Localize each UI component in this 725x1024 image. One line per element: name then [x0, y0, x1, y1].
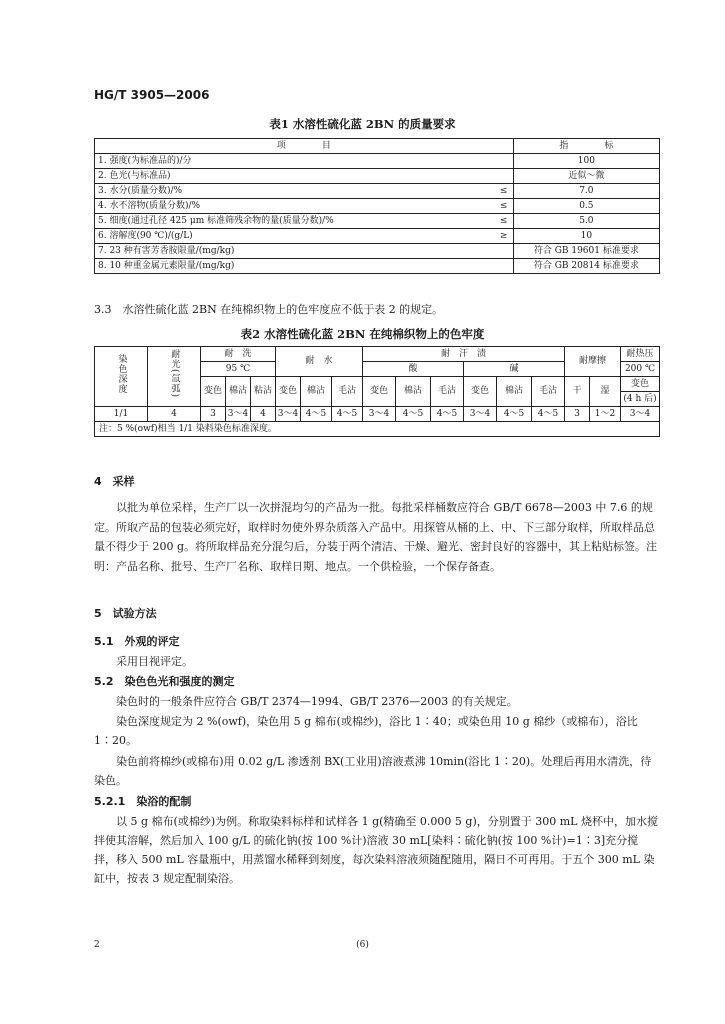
table-row — [95, 214, 660, 229]
row-sign: ≤ — [495, 214, 514, 229]
table-row — [95, 407, 660, 422]
row-value: 符合 GB 20814 标准要求 — [513, 259, 659, 274]
sub-cotton: 棉沾 — [497, 377, 532, 407]
header-wash-temp: 95 ℃ — [201, 362, 276, 377]
cell: 4～5 — [301, 407, 332, 422]
row-item: 4. 水不溶物(质量分数)/% — [95, 199, 495, 214]
cell: 3～4 — [464, 407, 497, 422]
cell: 4～5 — [396, 407, 431, 422]
header-wash: 耐 洗 — [201, 347, 276, 362]
row-value: 100 — [513, 154, 659, 169]
row-value: 10 — [513, 229, 659, 244]
row-sign — [495, 259, 514, 274]
row-item: 1. 强度(为标准品的)/分 — [95, 154, 495, 169]
sub-change: 变色 — [201, 377, 226, 407]
row-sign: ≤ — [495, 184, 514, 199]
sub-change: 变色 — [363, 377, 396, 407]
table2-note: 注：5 %(owf)相当 1/1 染料染色标准深度。 — [95, 422, 660, 437]
sub-change: 变色 — [276, 377, 301, 407]
sub-cotton: 棉沾 — [226, 377, 251, 407]
table-row — [95, 154, 660, 169]
cell: 1/1 — [95, 407, 148, 422]
row-item: 7. 23 种有害芳香胺限量/(mg/kg) — [95, 244, 495, 259]
header-heat: 耐热压 — [621, 347, 660, 362]
row-value: 近似～微 — [513, 169, 659, 184]
cell: 4～5 — [431, 407, 464, 422]
sub-cotton: 棉沾 — [396, 377, 431, 407]
cell: 4～5 — [497, 407, 532, 422]
row-item: 2. 色光(与标准品) — [95, 169, 495, 184]
sub-heat-time: (4 h 后) — [621, 392, 660, 407]
section-5-2-para2: 染色深度规定为 2 %(owf)，染色用 5 g 棉布(或棉纱)，浴比 1∶40；或染色用 10 g 棉纱（或棉布），浴比 1∶20。 — [94, 715, 638, 747]
section-5-2-para1: 染色时的一般条件应符合 GB/T 2374—1994、GB/T 2376—2003 的有关规定。 — [116, 695, 518, 708]
cell: 3 — [201, 407, 226, 422]
table2-caption: 表2 水溶性硫化蓝 2BN 在纯棉织物上的色牢度 — [240, 327, 485, 341]
row-sign: ≤ — [495, 199, 514, 214]
row-value: 7.0 — [513, 184, 659, 199]
table1-caption: 表1 水溶性硫化蓝 2BN 的质量要求 — [269, 117, 456, 131]
quality-requirements-table — [94, 138, 660, 274]
table-row — [95, 199, 660, 214]
section-5-1-title: 5.1 外观的评定 — [94, 635, 180, 648]
row-item: 8. 10 种重金属元素限量/(mg/kg) — [95, 259, 495, 274]
header-alkali: 碱 — [464, 362, 565, 377]
row-item: 5. 细度(通过孔径 425 μm 标准筛残余物的量(质量分数)/% — [95, 214, 495, 229]
row-sign — [495, 244, 514, 259]
section-4-title: 4 采样 — [94, 475, 135, 488]
cell: 3～4 — [621, 407, 660, 422]
cell: 3～4 — [226, 407, 251, 422]
cell: 3 — [565, 407, 590, 422]
table-row — [95, 229, 660, 244]
cell: 4 — [148, 407, 201, 422]
sub-wool: 毛沾 — [431, 377, 464, 407]
header-heat-temp: 200 ℃ — [621, 362, 660, 377]
header-sweat: 耐 汗 渍 — [363, 347, 565, 362]
sub-wet: 湿 — [590, 377, 621, 407]
row-item: 6. 溶解度(90 ℃)/(g/L) — [95, 229, 495, 244]
table-row — [95, 244, 660, 259]
cell: 4～5 — [332, 407, 363, 422]
section-5-1-text: 采用目视评定。 — [116, 655, 193, 668]
sub-wool: 毛沾 — [532, 377, 565, 407]
header-rub: 耐摩擦 — [565, 347, 621, 377]
header-depth: 染色深度 — [95, 347, 148, 407]
table-row — [95, 259, 660, 274]
cell: 1～2 — [590, 407, 621, 422]
sub-change: 变色 — [464, 377, 497, 407]
row-value: 0.5 — [513, 199, 659, 214]
page-sequence: (6) — [356, 940, 369, 950]
cell: 3～4 — [276, 407, 301, 422]
section-5-2-1-text: 以 5 g 棉布(或棉纱)为例。称取染料标样和试样各 1 g(精确至 0.000 5 g)，分别置于 300 mL 烧杯中，加水搅拌使其溶解，然后加入 100 g/L 的硫化钠(按 100 %计)溶液 30 mL[染料∶硫化钠(按 100 %计)=1∶3]充分搅拌，移入 500 mL 容量瓶中，用蒸馏水稀释到刻度，每次染料溶液须随配随用，隔日不可再用。于五个 300 mL 染缸中，按表 3 规定配制染浴。 — [94, 815, 658, 885]
section-3-3-text: 3.3 水溶性硫化蓝 2BN 在纯棉织物上的色牢度应不低于表 2 的规定。 — [94, 303, 444, 316]
table-row — [95, 184, 660, 199]
section-5-2-title: 5.2 染色色光和强度的测定 — [94, 675, 235, 688]
header-light: 耐光(氙弧) — [148, 347, 201, 407]
table-header-row — [95, 139, 660, 154]
row-sign — [495, 169, 514, 184]
section-5-2-para3: 染色前将棉纱(或棉布)用 0.02 g/L 渗透剂 BX(工业用)溶液煮沸 10min(浴比 1∶20)。处理后再用水清洗，待染色。 — [94, 755, 652, 787]
sub-cotton: 棉沾 — [301, 377, 332, 407]
table-row — [95, 169, 660, 184]
cell: 3～4 — [363, 407, 396, 422]
header-acid: 酸 — [363, 362, 464, 377]
row-value: 符合 GB 19601 标准要求 — [513, 244, 659, 259]
sub-heat-change: 变色 — [621, 377, 660, 392]
document-code: HG/T 3905—2006 — [94, 88, 210, 102]
row-sign: ≥ — [495, 229, 514, 244]
section-5-title: 5 试验方法 — [94, 607, 157, 620]
page-number: 2 — [94, 940, 100, 950]
row-value: 5.0 — [513, 214, 659, 229]
row-item: 3. 水分(质量分数)/% — [95, 184, 495, 199]
section-4-text: 以批为单位采样，生产厂以一次拼混均匀的产品为一批。每批采样桶数应符合 GB/T 6678—2003 中 7.6 的规定。所取产品的包装必须完好，取样时勿使外界杂质落入产品中。用探管从桶的上、中、下三部分取样，所取样品总量不得少于 200 g。将所取样品充分混匀后，分装于两个清洁、干燥、避光、密封良好的容器中，其上粘贴标签。注明：产品名称、批号、生产厂名称、取样日期、地点。一个供检验，一个保存备查。 — [94, 501, 658, 573]
column-header-item: 项 目 — [95, 139, 514, 154]
color-fastness-table — [94, 346, 660, 437]
section-5-2-1-title: 5.2.1 染浴的配制 — [94, 795, 192, 808]
cell: 4～5 — [532, 407, 565, 422]
sub-wool: 毛沾 — [332, 377, 363, 407]
sub-dry: 干 — [565, 377, 590, 407]
row-sign — [495, 154, 514, 169]
sub-viscose: 粘沾 — [251, 377, 276, 407]
header-water: 耐 水 — [276, 347, 363, 377]
column-header-value: 指 标 — [513, 139, 659, 154]
cell: 4 — [251, 407, 276, 422]
